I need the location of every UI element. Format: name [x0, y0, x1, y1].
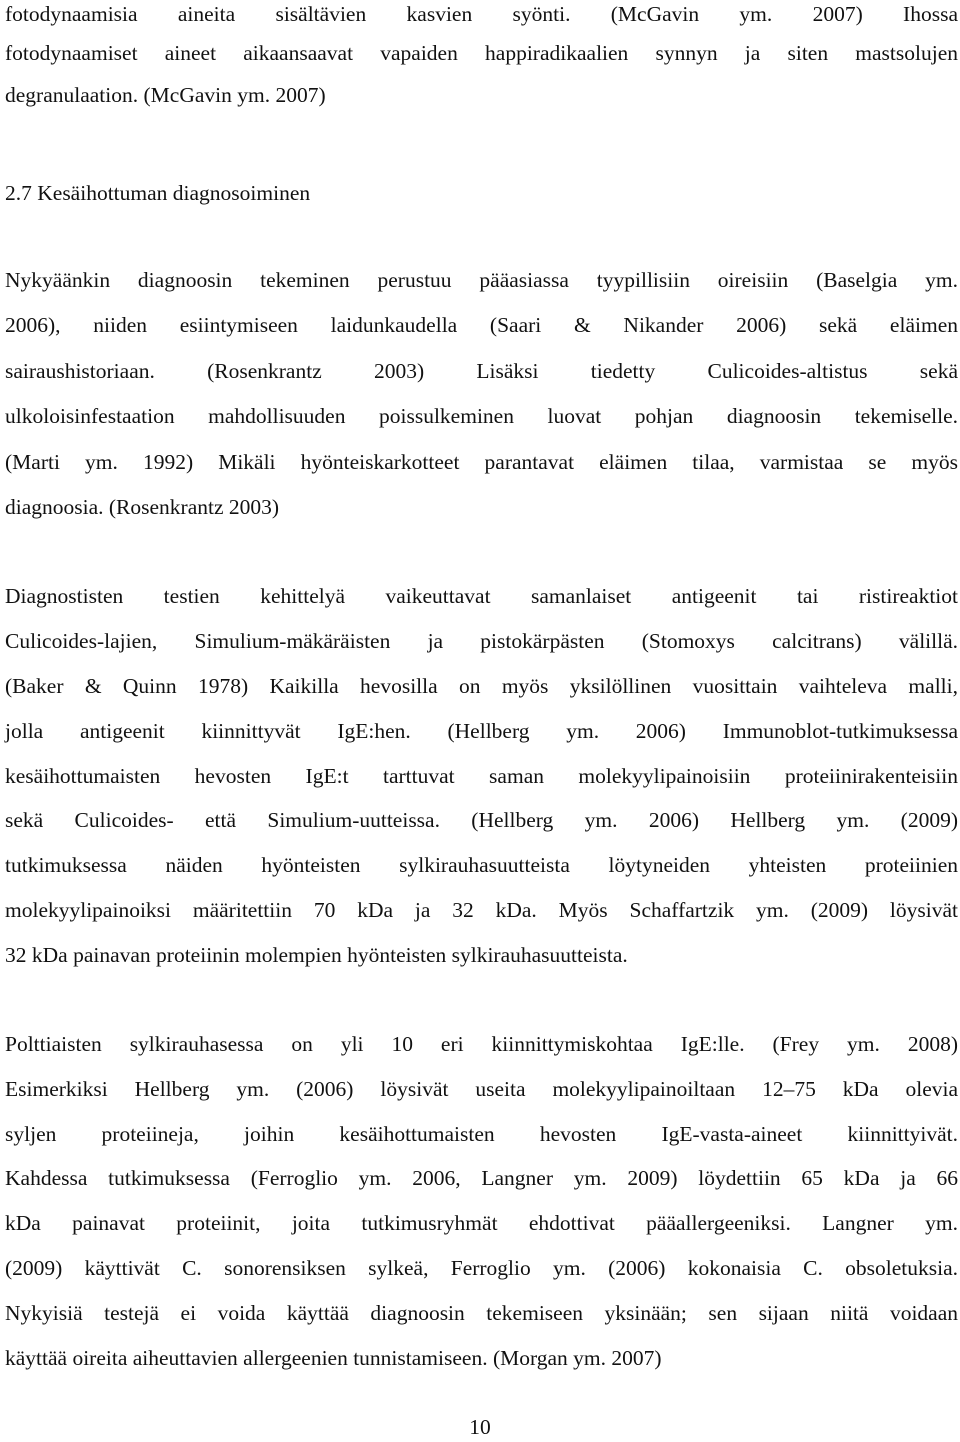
paragraph-line: syljen proteiineja, joihin kesäihottumaisten hevosten IgE-vasta-aineet kiinnittyivät.	[5, 1122, 958, 1146]
paragraph-line: tutkimuksessa näiden hyönteisten sylkirauhasuutteista löytyneiden yhteisten proteiinien	[5, 853, 958, 877]
intro-line: fotodynaamisia aineita sisältävien kasvien syönti. (McGavin ym. 2007) Ihossa	[5, 2, 958, 26]
paragraph-line: Esimerkiksi Hellberg ym. (2006) löysivät useita molekyylipainoiltaan 12–75 kDa olevia	[5, 1077, 958, 1101]
paragraph-line: (Marti ym. 1992) Mikäli hyönteiskarkotteet parantavat eläimen tilaa, varmistaa se myös	[5, 450, 958, 474]
paragraph-line: sairaushistoriaan. (Rosenkrantz 2003) Lisäksi tiedetty Culicoides-altistus sekä	[5, 359, 958, 383]
paragraph-line: Diagnostisten testien kehittelyä vaikeuttavat samanlaiset antigeenit tai ristireaktiot	[5, 584, 958, 608]
paragraph-line: jolla antigeenit kiinnittyvät IgE:hen. (Hellberg ym. 2006) Immunoblot-tutkimuksessa	[5, 719, 958, 743]
paragraph-line: (2009) käyttivät C. sonorensiksen sylkeä, Ferroglio ym. (2006) kokonaisia C. obsoletuksia.	[5, 1256, 958, 1280]
paragraph-line: molekyylipainoiksi määritettiin 70 kDa ja 32 kDa. Myös Schaffartzik ym. (2009) löysivät	[5, 898, 958, 922]
paragraph-line: Polttiaisten sylkirauhasessa on yli 10 eri kiinnittymiskohtaa IgE:lle. (Frey ym. 2008)	[5, 1032, 958, 1056]
page-number: 10	[469, 1415, 491, 1439]
paragraph-line: Culicoides-lajien, Simulium-mäkäräisten ja pistokärpästen (Stomoxys calcitrans) välillä.	[5, 629, 958, 653]
paragraph-line: käyttää oireita aiheuttavien allergeenien tunnistamiseen. (Morgan ym. 2007)	[5, 1346, 662, 1370]
paragraph-line: (Baker & Quinn 1978) Kaikilla hevosilla on myös yksilöllinen vuosittain vaihteleva malli,	[5, 674, 958, 698]
paragraph-line: Kahdessa tutkimuksessa (Ferroglio ym. 2006, Langner ym. 2009) löydettiin 65 kDa ja 66	[5, 1166, 958, 1190]
paragraph-line: 2006), niiden esiintymiseen laidunkaudella (Saari & Nikander 2006) sekä eläimen	[5, 313, 958, 337]
intro-line: degranulaation. (McGavin ym. 2007)	[5, 83, 326, 107]
paragraph-line: kesäihottumaisten hevosten IgE:t tarttuvat saman molekyylipainoisiin proteiinirakenteisiin	[5, 764, 958, 788]
paragraph-line: sekä Culicoides- että Simulium-uutteissa. (Hellberg ym. 2006) Hellberg ym. (2009)	[5, 808, 958, 832]
section-heading: 2.7 Kesäihottuman diagnosoiminen	[5, 181, 311, 205]
paragraph-line: 32 kDa painavan proteiinin molempien hyönteisten sylkirauhasuutteista.	[5, 943, 628, 967]
paragraph-line: Nykyisiä testejä ei voida käyttää diagnoosin tekemiseen yksinään; sen sijaan niitä voidaan	[5, 1301, 958, 1325]
paragraph-line: Nykyäänkin diagnoosin tekeminen perustuu pääasiassa tyypillisiin oireisiin (Baselgia ym.	[5, 268, 958, 292]
intro-line: fotodynaamiset aineet aikaansaavat vapaiden happiradikaalien synnyn ja siten mastsolujen	[5, 41, 958, 65]
paragraph-line: diagnoosia. (Rosenkrantz 2003)	[5, 495, 280, 519]
paragraph-line: ulkoloisinfestaation mahdollisuuden poissulkeminen luovat pohjan diagnoosin tekemiselle.	[5, 404, 958, 428]
paragraph-line: kDa painavat proteiinit, joita tutkimusryhmät ehdottivat pääallergeeniksi. Langner ym.	[5, 1211, 958, 1235]
